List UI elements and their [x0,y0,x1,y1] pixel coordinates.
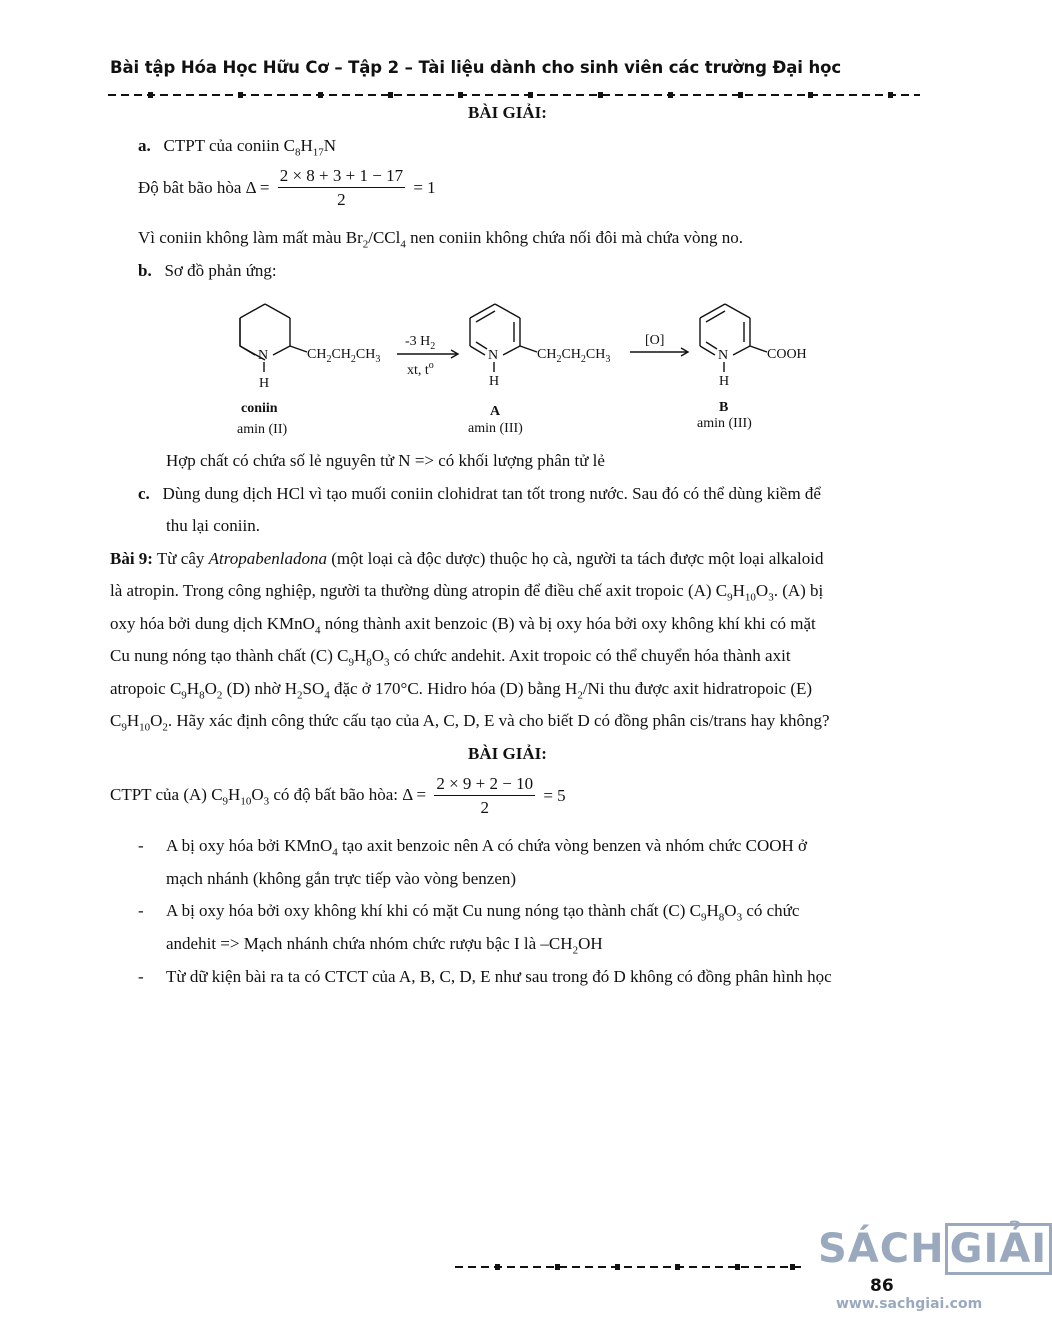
text: H [732,581,745,600]
sub: 10 [139,721,151,734]
note-text: /CCl [368,228,401,247]
compound-A-class: amin (III) [468,421,523,436]
sub: 8 [366,656,372,669]
ctpt-text [110,784,427,808]
fraction-numerator: 2 × 9 + 2 − 10 [434,774,535,796]
part-a [138,136,336,158]
reagent-1-bottom: xt, $t^o$ [407,360,434,378]
sub: 3 [263,795,270,808]
bond [470,346,485,355]
bond [470,304,495,318]
part-a-label: a. [138,136,151,155]
text: O [251,784,264,804]
reagent-2-top: [O] [645,333,665,348]
text: . (A) bị [773,581,824,600]
sub: 9 [348,656,354,669]
compound-B-class: amin (III) [697,416,752,431]
problem-9-line2 [110,581,823,603]
atom-N: N [258,348,269,363]
part-a-text: CTPT của coniin C [163,136,295,155]
atom-H: H [259,376,270,391]
page-header: Bài tập Hóa Học Hữu Cơ – Tập 2 – Tài liệu dành cho sinh viên các trường Đại học [110,58,842,77]
odd-n-note: Hợp chất có chứa số lẻ nguyên tử N => có khối lượng phân tử lẻ [166,451,605,470]
sub: 4 [314,624,321,637]
bond [700,346,715,355]
coniin-name: coniin [241,401,278,416]
sub: 4 [400,238,406,251]
sub: 9 [181,689,187,702]
note-text: Vì coniin không làm mất màu Br [138,228,363,247]
text: có độ bất bão hòa: Δ = [269,784,427,804]
text: andehit => Mạch nhánh chứa nhóm chức rượu bậc I là –CH [166,934,573,953]
text: H [353,646,367,665]
text: (một loại cà độc dược) thuộc họ cà, người ta tách được một loại alkaloid [327,549,824,568]
text: đặc ở 170°C. Hidro hóa (D) bằng H [329,679,578,698]
reaction-scheme [225,290,825,440]
bullet-3 [138,967,832,987]
bond [750,346,767,352]
propyl-chain: $CH_2CH_2CH_3$ [307,347,381,365]
bullet-1-line1 [166,836,807,858]
formula-text: H [300,136,313,155]
unsaturation-formula [138,166,436,210]
sub: 10 [240,795,252,808]
ctpt-line [110,774,566,818]
part-b-text: Sơ đồ phản ứng: [164,261,277,280]
bond [240,304,265,318]
conclusion-note [138,228,743,250]
sub: 2 [362,238,369,251]
bond [290,346,307,352]
footer-divider [455,1260,805,1274]
watermark-left: SÁCH [818,1226,945,1272]
sub: 9 [701,911,707,924]
sub: 3 [768,591,774,604]
sub: 2 [216,689,223,702]
solution-heading-2: BÀI GIẢI: [468,744,547,763]
double-bond [476,342,487,349]
text: . Hãy xác định công thức cấu tạo của A, C, D, E và cho biết D có đồng phân cis/trans hay không? [167,711,830,730]
text: (D) nhờ H [222,679,297,698]
text: có chức andehit. Axit tropoic có thể chuyển hóa thành axit [389,646,791,665]
bond [503,346,520,355]
sub: 8 [199,689,205,702]
unsat-prefix: Độ bât bão hòa Δ = [138,178,270,197]
part-c-line1: Dùng dung dịch HCl vì tạo muối coniin clohidrat tan tốt trong nước. Sau đó có thể dùng kiềm để [162,484,821,503]
bond [520,346,537,352]
text: atropoic C [110,679,182,698]
bullet-dash: - [138,901,144,920]
text: là atropin. Trong công nghiệp, người ta thường dùng atropin để điều chế axit tropoic (A) C [110,581,728,600]
double-bond [706,342,717,349]
sub: 17 [312,146,324,159]
atom-N: N [488,348,499,363]
problem-9-line6 [110,711,830,733]
bullet-2 [138,901,800,924]
fraction-numerator: 2 × 8 + 3 + 1 − 17 [278,166,405,188]
sub: 8 [294,146,301,159]
watermark-right: GIẢI [945,1223,1052,1275]
bond [495,304,520,318]
solution-heading: BÀI GIẢI: [468,103,547,122]
problem-9-line1 [110,549,823,569]
text: H [228,784,241,804]
header-divider [108,88,920,102]
text: có chức [742,901,800,920]
atom-N: N [718,348,729,363]
sub: 9 [222,795,229,808]
text: SO [302,679,325,698]
formula-text: N [323,136,336,155]
carboxyl-group: COOH [767,347,807,362]
text: nóng thành axit benzoic (B) và bị oxy hóa bởi oxy không khí khi có mặt [320,614,816,633]
text: H [126,711,140,730]
text: C [110,711,122,730]
text: O [724,901,737,920]
bullet-dash: - [138,967,144,986]
bullet-3-text: Từ dữ kiện bài ra ta có CTCT của A, B, C, D, E như sau trong đó D không có đồng phân hình học [166,967,832,986]
problem-9-line3 [110,614,816,636]
fraction-denominator: 2 [337,190,346,209]
text: H [706,901,719,920]
unsat-result: = 5 [543,786,566,805]
text: O [150,711,163,730]
text: Cu nung nóng tạo thành chất (C) C [110,646,349,665]
compound-A-name: A [490,404,501,419]
bullet-2-line1 [166,901,799,923]
problem-9-line5 [110,679,812,701]
sub: 3 [736,911,743,924]
bullet-1-line2: mạch nhánh (không gắn trực tiếp vào vòng benzen) [166,869,517,888]
bond [725,304,750,318]
sub: 2 [162,721,168,734]
reagent-1-top: -3 $H_2$ [405,334,436,352]
part-b-label: b. [138,261,152,280]
bond [733,346,750,355]
bullet-1 [138,836,808,859]
text: A bị oxy hóa bởi KMnO [166,836,333,855]
text: oxy hóa bởi dung dịch KMnO [110,614,315,633]
sub: 10 [744,591,756,604]
sub: 2 [577,689,583,702]
atom-H: H [489,374,500,389]
fraction [434,774,535,818]
part-b [138,261,277,281]
unsat-result: = 1 [413,178,436,197]
text: /Ni thu được axit hidratropoic (E) [582,679,813,698]
sub: 4 [332,846,338,859]
bond [700,304,725,318]
text: O [371,646,385,665]
text: CTPT của (A) C [110,784,223,804]
text: Từ cây [152,549,209,568]
text: OH [578,934,603,953]
fraction-denominator: 2 [480,798,489,817]
compound-B-name: B [719,400,729,415]
sub: 9 [121,721,127,734]
sub: 8 [718,911,725,924]
text: O [755,581,769,600]
plant-name: Atropabenladona [208,549,327,568]
bond [265,304,290,318]
text: A bị oxy hóa bởi oxy không khí khi có mặt Cu nung nóng tạo thành chất (C) C [166,901,701,920]
bond [240,346,255,355]
propyl-chain: $CH_2CH_2CH_3$ [537,347,611,365]
watermark-logo [818,1226,1052,1272]
text: H [186,679,200,698]
page-number: 86 [870,1276,894,1296]
atom-H: H [719,374,730,389]
coniin-class: amin (II) [237,422,288,437]
problem-9-line4 [110,646,791,668]
bond [273,346,290,355]
bullet-dash: - [138,836,144,855]
sub: 2 [572,944,579,957]
sub: 2 [296,689,303,702]
watermark-url[interactable]: www.sachgiai.com [836,1296,983,1312]
part-c-line2: thu lại coniin. [166,516,260,535]
part-c [138,484,821,504]
sub: 4 [324,689,330,702]
sub: 3 [384,656,390,669]
part-c-label: c. [138,484,150,503]
bullet-2-line2 [166,934,603,956]
problem-9-label: Bài 9: [110,549,153,568]
sub: 9 [727,591,733,604]
text: tạo axit benzoic nên A có chứa vòng benzen và nhóm chức COOH ở [337,836,808,855]
note-text: nen coniin không chứa nối đôi mà chứa vòng no. [405,228,743,247]
fraction [278,166,405,210]
text: O [204,679,217,698]
